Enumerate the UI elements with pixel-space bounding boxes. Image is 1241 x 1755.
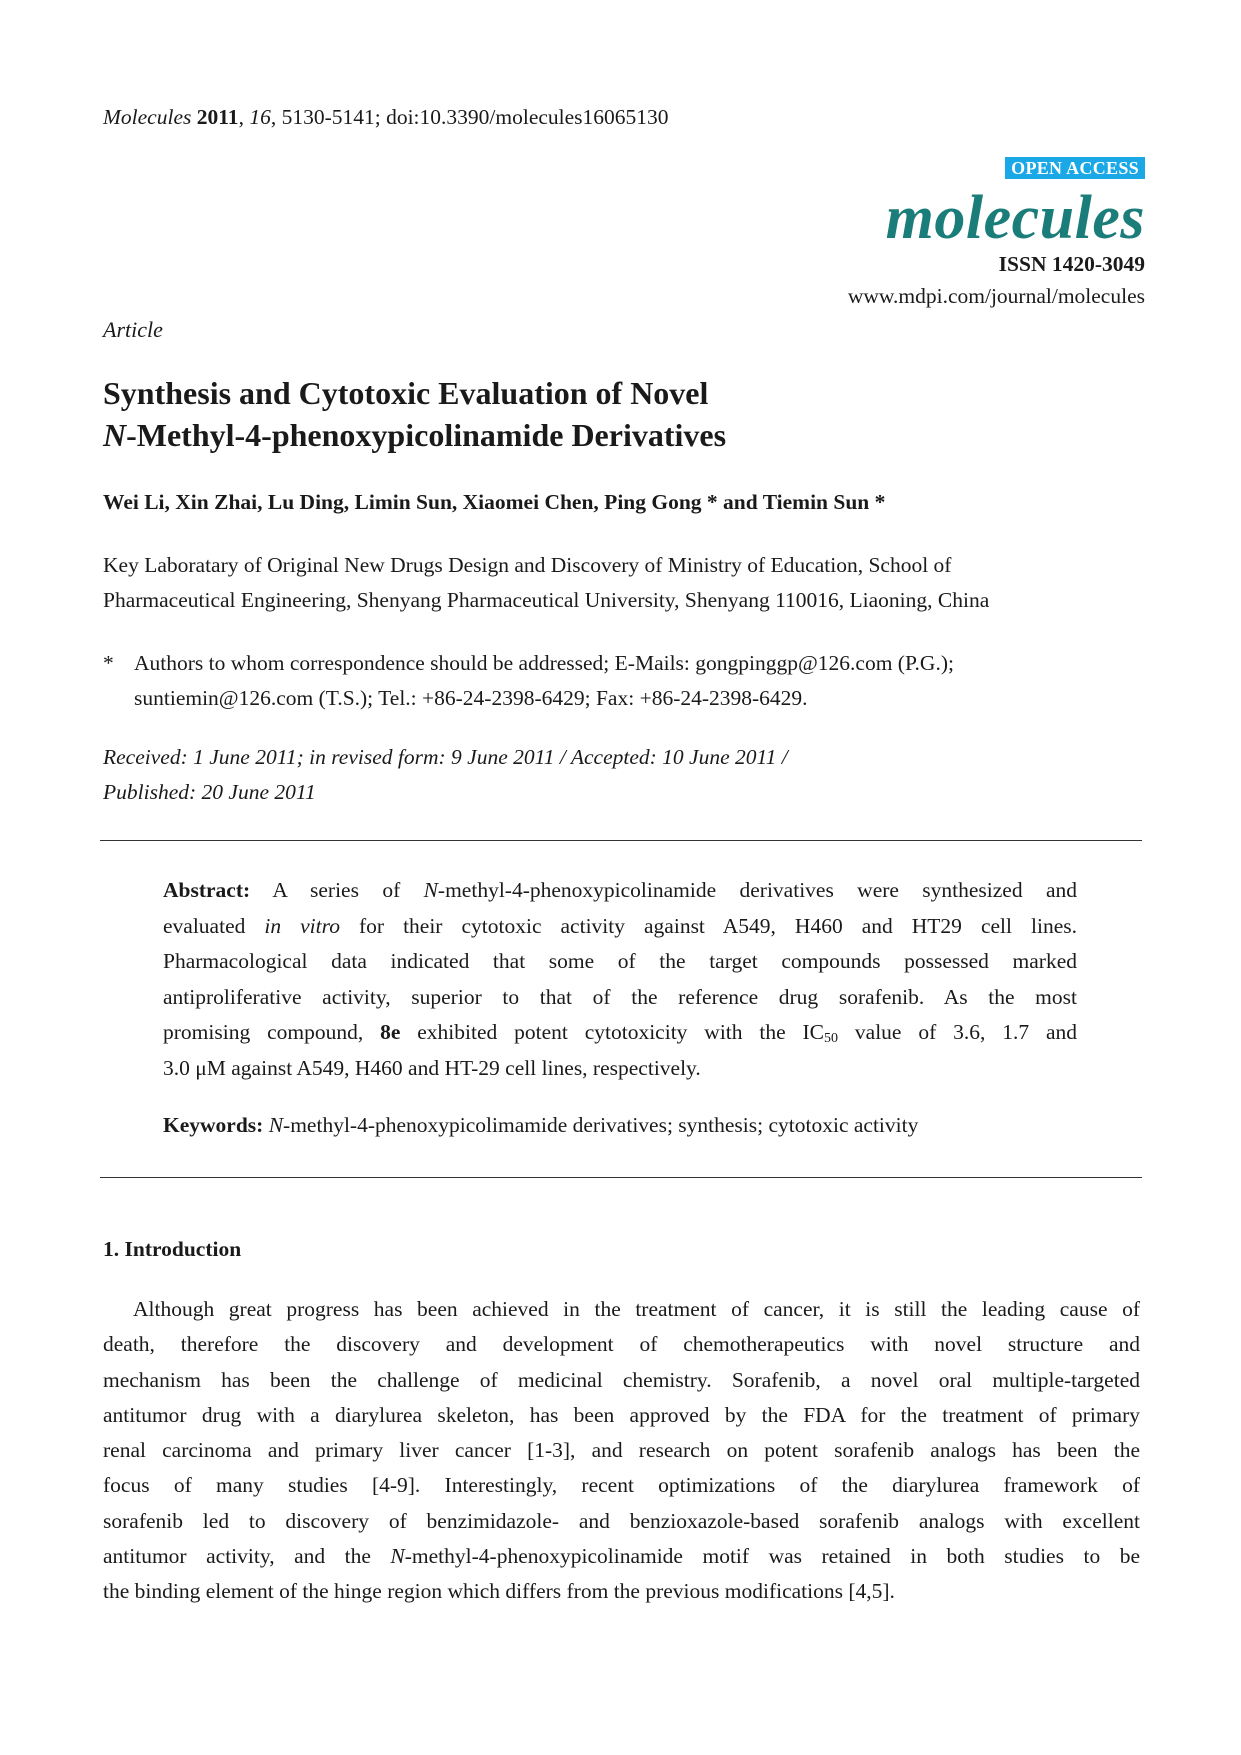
keywords xyxy=(163,1111,1077,1139)
abstract-italic: in vitro xyxy=(264,913,340,938)
citation-line: Molecules 2011, 16, 5130-5141; doi:10.3390/molecules16065130 xyxy=(103,105,669,129)
intro-line-7: sorafenib led to discovery of benzimidazole- and benzioxazole-based sorafenib analogs with excellent xyxy=(103,1508,1140,1533)
abstract-text: A series of xyxy=(250,878,424,902)
open-access-badge: OPEN ACCESS xyxy=(1005,157,1145,179)
abstract-label: Abstract: xyxy=(163,878,251,902)
compound-label: 8e xyxy=(380,1020,401,1044)
intro-italic: N xyxy=(390,1544,405,1569)
abstract-text: value of 3.6, 1.7 and xyxy=(838,1020,1078,1044)
keywords-text: -methyl-4-phenoxypicolimamide derivatives; synthesis; cytotoxic activity xyxy=(283,1113,919,1137)
intro-line-6: focus of many studies [4-9]. Interestingly, recent optimizations of the diarylurea framework of xyxy=(103,1473,1140,1498)
correspondence-line-1: Authors to whom correspondence should be addressed; E-Mails: gongpinggp@126.com (P.G.); xyxy=(134,651,954,675)
intro-line-2: death, therefore the discovery and development of chemotherapeutics with novel structure and xyxy=(103,1332,1140,1357)
keywords-italic: N xyxy=(268,1113,284,1137)
intro-line-9: the binding element of the hinge region which differs from the previous modifications [4,5]. xyxy=(103,1579,895,1604)
citation-volume: 16 xyxy=(249,105,271,129)
correspondence-marker: * xyxy=(103,651,114,675)
issn: ISSN 1420-3049 xyxy=(998,252,1145,276)
publication-dates xyxy=(103,740,1143,810)
affiliation-line-2: Pharmaceutical Engineering, Shenyang Pharmaceutical University, Shenyang 110016, Liaoning, China xyxy=(103,588,990,612)
section-heading-introduction: 1. Introduction xyxy=(103,1237,242,1261)
abstract-line-2 xyxy=(163,909,1077,945)
journal-masthead xyxy=(745,157,1145,310)
correspondence-line-2: suntiemin@126.com (T.S.); Tel.: +86-24-2398-6429; Fax: +86-24-2398-6429. xyxy=(134,686,808,710)
dates-line-2: Published: 20 June 2011 xyxy=(103,780,316,804)
abstract-text: evaluated xyxy=(163,913,265,938)
citation-year: 2011 xyxy=(196,105,239,129)
citation-journal: Molecules xyxy=(103,105,192,129)
citation-pages-doi: , 5130-5141; doi:10.3390/molecules16065130 xyxy=(270,105,669,129)
paper-title xyxy=(103,372,1143,456)
intro-line-8 xyxy=(103,1539,1140,1574)
introduction-paragraph xyxy=(103,1292,1140,1610)
affiliation xyxy=(103,548,1143,618)
abstract-line-5 xyxy=(163,1015,1077,1051)
abstract-text: -methyl-4-phenoxypicolinamide derivatives were synthesized and xyxy=(437,878,1077,902)
abstract-line-1 xyxy=(163,873,1077,909)
abstract-text: promising compound, xyxy=(163,1020,381,1044)
article-type: Article xyxy=(103,317,163,342)
title-italic-n: N xyxy=(103,417,127,453)
abstract-line-4: antiproliferative activity, superior to that of the reference drug sorafenib. As the most xyxy=(163,984,1077,1009)
intro-line-4: antitumor drug with a diarylurea skeleton, has been approved by the FDA for the treatment of primary xyxy=(103,1402,1140,1427)
intro-line-5: renal carcinoma and primary liver cancer [1-3], and research on potent sorafenib analogs has been the xyxy=(103,1438,1140,1463)
abstract-text: exhibited potent cytotoxicity with the IC xyxy=(400,1020,825,1044)
intro-text: -methyl-4-phenoxypicolinamide motif was retained in both studies to be xyxy=(404,1544,1140,1569)
abstract-italic: N xyxy=(423,878,438,902)
intro-line-3: mechanism has been the challenge of medicinal chemistry. Sorafenib, a novel oral multiple-targeted xyxy=(103,1367,1140,1392)
author-list: Wei Li, Xin Zhai, Lu Ding, Limin Sun, Xiaomei Chen, Ping Gong * and Tiemin Sun * xyxy=(103,490,886,514)
divider-top xyxy=(100,840,1142,841)
abstract-line-3: Pharmacological data indicated that some of the target compounds possessed marked xyxy=(163,949,1077,973)
abstract xyxy=(163,873,1077,1086)
correspondence-note xyxy=(103,646,1143,716)
dates-line-1: Received: 1 June 2011; in revised form: 9 June 2011 / Accepted: 10 June 2011 / xyxy=(103,745,788,769)
journal-url[interactable]: www.mdpi.com/journal/molecules xyxy=(847,284,1145,308)
keywords-label: Keywords: xyxy=(163,1113,264,1137)
title-line-2 xyxy=(103,414,1143,456)
intro-line-1: Although great progress has been achieved in the treatment of cancer, it is still the leading cause of xyxy=(133,1297,1140,1321)
abstract-text: for their cytotoxic activity against A549, H460 and HT29 cell lines. xyxy=(339,913,1077,938)
title-line-2-rest: -Methyl-4-phenoxypicolinamide Derivatives xyxy=(126,417,727,453)
title-line-1: Synthesis and Cytotoxic Evaluation of Novel xyxy=(103,375,709,411)
abstract-line-6: 3.0 μM against A549, H460 and HT-29 cell lines, respectively. xyxy=(163,1055,701,1080)
ic50-subscript: 50 xyxy=(824,1031,839,1046)
divider-bottom xyxy=(100,1177,1142,1178)
affiliation-line-1: Key Laboratary of Original New Drugs Design and Discovery of Ministry of Education, School of xyxy=(103,553,952,577)
journal-logo: molecules xyxy=(885,184,1145,252)
intro-text: antitumor activity, and the xyxy=(103,1544,391,1569)
